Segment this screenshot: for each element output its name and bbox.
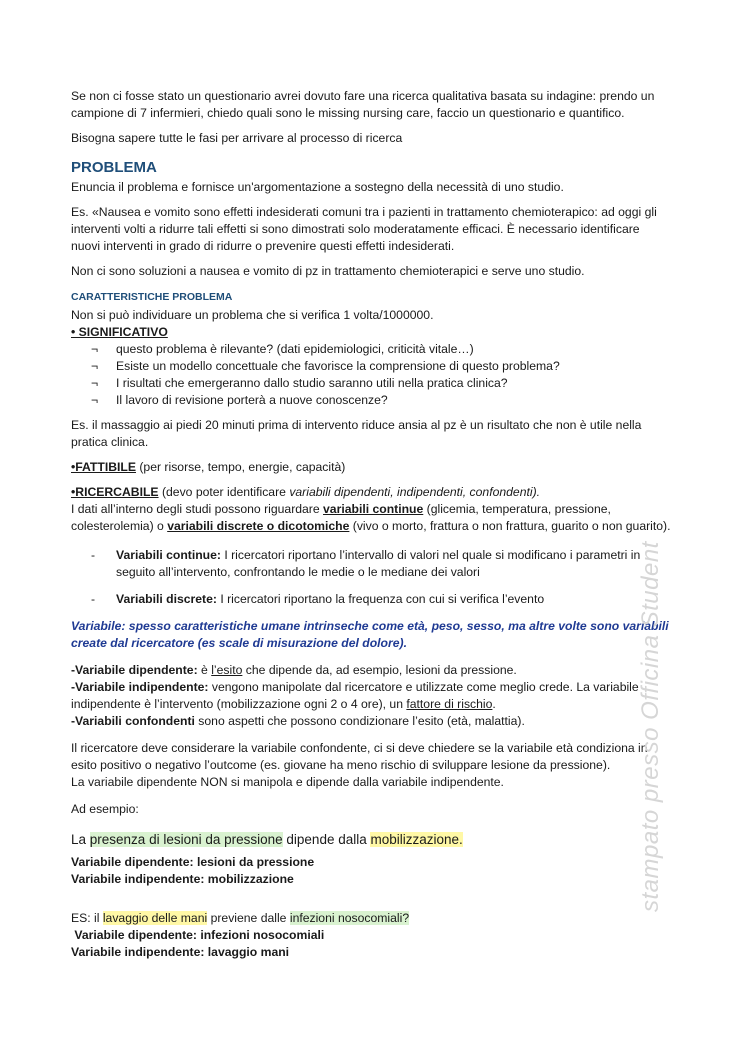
dati-text: (vivo o morto, frattura o non frattura, guarito o non guarito). [349,519,671,533]
caratteristiche-paragraph: Non si può individuare un problema che si verifica 1 volta/1000000. [71,308,434,322]
example-text: La [71,832,90,847]
dati-paragraph [71,501,671,535]
dati-text: I dati all’interno degli studi possono riguardare [71,502,324,516]
bullet-marker: ¬ [91,376,99,390]
bullet-marker: ¬ [91,359,99,373]
def-text: che dipende da, ad esempio, lesioni da pressione. [242,663,517,677]
fattibile-line [71,459,671,476]
def-confondenti [71,713,671,730]
list-item [71,341,671,358]
example-text: ES: il [71,911,103,925]
def-label: -Variabile dipendente: [71,663,198,677]
significativo-label: • SIGNIFICATIVO [71,325,168,339]
highlight-green: infezioni nosocomiali? [289,911,410,925]
highlight-yellow: lavaggio delle mani [102,911,208,925]
list-item [71,547,671,581]
dash-marker: - [91,592,96,606]
def-label: -Variabili confondenti [71,714,195,728]
dati-text: (glicemia, temperatura, pressione, colesterolemia) o [71,502,611,533]
dipendente-note: La variabile dipendente NON si manipola e dipende dalla variabile indipendente. [71,775,504,789]
highlight-green: presenza di lesioni da pressione [89,832,283,847]
def-underlined: l’esito [211,663,243,677]
list-item-text: questo problema è rilevante? (dati epidemiologici, criticità vitale…) [116,342,474,356]
significativo-example: Es. il massaggio ai piedi 20 minuti prima di intervento riduce ansia al pz è un risultato che non è utile nella pratica clinica. [71,418,642,449]
def-underlined: fattore di rischio [406,697,493,711]
example-text: dipende dalla [282,832,371,847]
problema-paragraph-1: Enuncia il problema e fornisce un'argomentazione a sostegno della necessità di uno studio. [71,180,564,194]
example-1-indipendente: Variabile indipendente: mobilizzazione [71,872,294,886]
highlight-yellow: mobilizzazione. [370,832,463,847]
def-text: . [492,697,496,711]
list-item [71,591,671,608]
list-item-label: Variabili continue: [116,548,221,562]
variabili-list [71,547,671,608]
def-text: è [197,663,212,677]
dash-marker: - [91,548,96,562]
significativo-list [71,341,671,409]
esempi-intro: Ad esempio: [71,802,139,816]
def-indipendente [71,679,671,713]
ricercabile-italic: variabili dipendenti, indipendenti, confondenti). [289,485,541,499]
intro-paragraph-2: Bisogna sapere tutte le fasi per arrivare al processo di ricerca [71,131,403,145]
list-item-text: I ricercatori riportano l’intervallo di valori nel quale si modificano i parametri in seguito all’intervento, confrontando le medie o le mediane dei valori [116,548,641,579]
variabile-note: Variabile: spesso caratteristiche umane intrinseche come età, peso, sesso, ma altre volte sono variabili create dal ricercatore (es scale di misurazione del dolore). [71,619,669,650]
list-item-text: I ricercatori riportano la frequenza con cui si verifica l’evento [216,592,545,606]
list-item-text: Il lavoro di revisione porterà a nuove conoscenze? [116,393,388,407]
example-1-dipendente: Variabile dipendente: lesioni da pressione [71,855,315,869]
bullet-marker: ¬ [91,342,99,356]
example-2-indipendente: Variabile indipendente: lavaggio mani [71,945,290,959]
intro-paragraph-1: Se non ci fosse stato un questionario avrei dovuto fare una ricerca qualitativa basata su indagine: prendo un campione di 7 infermieri, chiedo quali sono le missing nursing care, faccio un questionario e quantifico. [71,89,655,120]
example-2-sentence [71,910,671,927]
problema-paragraph-3: Non ci sono soluzioni a nausea e vomito di pz in trattamento chemioterapici e serve uno studio. [71,264,585,278]
list-item [71,375,671,392]
watermark-text: stampato presso Officina Student [637,541,664,912]
def-text: sono aspetti che possono condizionare l’esito (età, malattia). [194,714,525,728]
example-1-sentence [71,830,671,850]
variabili-discrete-term: variabili discrete o dicotomiche [167,519,350,533]
fattibile-label: •FATTIBILE [71,460,136,474]
problema-paragraph-2: Es. «Nausea e vomito sono effetti indesiderati comuni tra i pazienti in trattamento chemioterapico: ad oggi gli interventi volti a ridurre tali effetti si sono dimostrati solo moderatamente efficaci. È necessario identificare nuovi interventi in grado di ridurre o prevenire questi effetti indesiderati. [71,205,657,253]
ricercabile-line [71,484,671,501]
example-2-dipendente: Variabile dipendente: infezioni nosocomiali [71,928,325,942]
ricercabile-label: •RICERCABILE [71,485,159,499]
list-item [71,358,671,375]
variabili-continue-term: variabili continue [323,502,424,516]
ricercabile-text: (devo poter identificare [158,485,290,499]
list-item-text: I risultati che emergeranno dallo studio saranno utili nella pratica clinica? [116,376,508,390]
def-label: -Variabile indipendente: [71,680,209,694]
section-heading-caratteristiche: CARATTERISTICHE PROBLEMA [71,291,233,303]
def-text: vengono manipolate dal ricercatore e utilizzate come meglio crede. La variabile indipendente è l’intervento (mobilizzazione ogni 2 o 4 ore), un [71,680,639,711]
fattibile-text: (per risorse, tempo, energie, capacità) [135,460,346,474]
confondente-paragraph: Il ricercatore deve considerare la variabile confondente, ci si deve chiedere se la variabile età condiziona in esito positivo o negativo l’outcome (es. giovane ha meno rischio di sviluppare lesione da pressione). [71,741,648,772]
section-heading-problema: PROBLEMA [71,159,157,176]
list-item-label: Variabili discrete: [116,592,217,606]
def-dipendente [71,662,671,679]
example-text: previene dalle [207,911,290,925]
list-item-text: Esiste un modello concettuale che favorisce la comprensione di questo problema? [116,359,560,373]
bullet-marker: ¬ [91,393,99,407]
document-page [71,88,671,961]
list-item [71,392,671,409]
